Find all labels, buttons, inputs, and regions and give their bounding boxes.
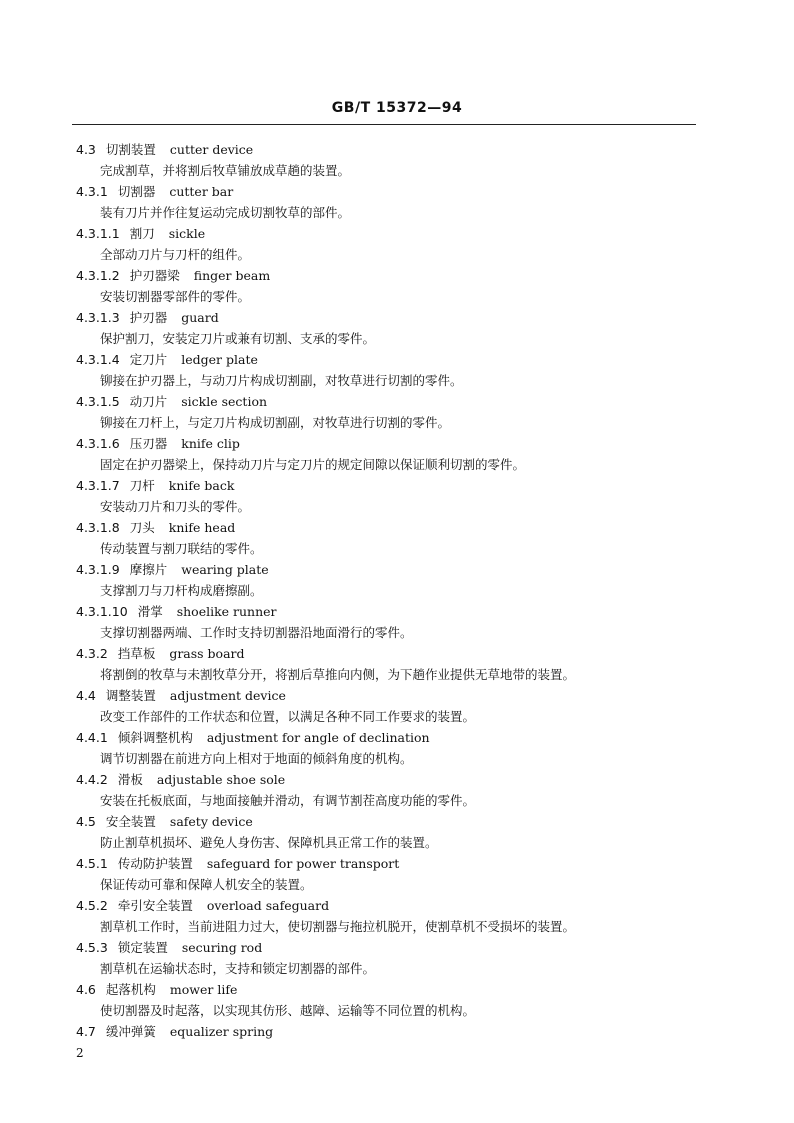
term-heading [76, 181, 696, 202]
term-definition: 割草机工作时，当前进阻力过大，使切割器与拖拉机脱开，使割草机不受损坏的装置。 [100, 919, 576, 934]
term-number: 4.6 [76, 982, 96, 997]
term-chinese: 切割装置 [105, 142, 156, 157]
term-heading [76, 559, 696, 580]
term-definition: 支撑割刀与刀杆构成磨擦副。 [100, 583, 263, 598]
term-english: wearing plate [181, 562, 269, 577]
term-heading [76, 349, 696, 370]
header-rule [72, 124, 696, 125]
term-heading [76, 937, 696, 958]
term-number: 4.7 [76, 1024, 96, 1039]
term-english: equalizer spring [169, 1024, 274, 1039]
term-chinese: 定刀片 [129, 352, 168, 367]
term-heading [76, 853, 696, 874]
term-english: safeguard for power transport [206, 856, 400, 871]
term-heading [76, 223, 696, 244]
term-number: 4.3.1.8 [76, 520, 120, 535]
term-english: ledger plate [181, 352, 258, 367]
term-chinese: 传动防护装置 [117, 856, 193, 871]
term-english: securing rod [181, 940, 263, 955]
term-heading [76, 1021, 696, 1042]
term-definition: 调节切割器在前进方向上相对于地面的倾斜角度的机构。 [100, 751, 413, 766]
term-english: adjustment for angle of declination [206, 730, 430, 745]
term-chinese: 缓冲弹簧 [105, 1024, 156, 1039]
term-english: sickle section [181, 394, 268, 409]
term-number: 4.3.1.5 [76, 394, 120, 409]
term-heading [76, 601, 696, 622]
term-definition: 安装动刀片和刀头的零件。 [100, 499, 251, 514]
term-english: grass board [169, 646, 245, 661]
term-heading [76, 433, 696, 454]
term-definition: 保护割刀，安装定刀片或兼有切割、支承的零件。 [100, 331, 376, 346]
term-definition: 铆接在护刃器上，与动刀片构成切割副，对牧草进行切割的零件。 [100, 373, 463, 388]
page-number: 2 [76, 1046, 84, 1060]
term-number: 4.4.1 [76, 730, 108, 745]
term-heading [76, 139, 696, 160]
term-heading [76, 475, 696, 496]
term-number: 4.3.1.7 [76, 478, 120, 493]
term-heading [76, 769, 696, 790]
term-chinese: 动刀片 [129, 394, 168, 409]
term-number: 4.3.1.1 [76, 226, 120, 241]
term-definition: 固定在护刃器梁上，保持动刀片与定刀片的规定间隙以保证顺利切割的零件。 [100, 457, 526, 472]
term-chinese: 牵引安全装置 [117, 898, 193, 913]
term-english: adjustable shoe sole [156, 772, 286, 787]
term-number: 4.3.2 [76, 646, 108, 661]
term-heading [76, 811, 696, 832]
term-english: guard [181, 310, 219, 325]
term-definition: 传动装置与割刀联结的零件。 [100, 541, 263, 556]
term-english: finger beam [193, 268, 271, 283]
term-english: overload safeguard [206, 898, 330, 913]
term-definition: 装有刀片并作往复运动完成切割牧草的部件。 [100, 205, 351, 220]
term-number: 4.3.1.4 [76, 352, 120, 367]
term-english: knife head [168, 520, 236, 535]
term-definition: 将割倒的牧草与未割牧草分开，将割后草推向内侧，为下趟作业提供无草地带的装置。 [100, 667, 576, 682]
standard-code-header: GB/T 15372—94 [331, 100, 463, 116]
term-list [76, 139, 696, 1042]
term-number: 4.5.2 [76, 898, 108, 913]
term-number: 4.3.1.9 [76, 562, 120, 577]
term-chinese: 安全装置 [105, 814, 156, 829]
term-number: 4.5.1 [76, 856, 108, 871]
term-definition: 使切割器及时起落，以实现其仿形、越障、运输等不同位置的机构。 [100, 1003, 476, 1018]
term-number: 4.4 [76, 688, 96, 703]
term-heading [76, 265, 696, 286]
term-chinese: 调整装置 [105, 688, 156, 703]
term-number: 4.3.1.3 [76, 310, 120, 325]
term-definition: 防止割草机损坏、避免人身伤害、保障机具正常工作的装置。 [100, 835, 438, 850]
term-number: 4.3 [76, 142, 96, 157]
term-number: 4.5 [76, 814, 96, 829]
term-english: cutter device [169, 142, 254, 157]
term-english: knife clip [181, 436, 240, 451]
term-number: 4.5.3 [76, 940, 108, 955]
term-number: 4.3.1.6 [76, 436, 120, 451]
term-chinese: 起落机构 [105, 982, 156, 997]
term-heading [76, 391, 696, 412]
term-heading [76, 895, 696, 916]
term-heading [76, 517, 696, 538]
term-chinese: 护刃器 [129, 310, 168, 325]
term-definition: 保证传动可靠和保障人机安全的装置。 [100, 877, 313, 892]
term-english: adjustment device [169, 688, 286, 703]
term-chinese: 挡草板 [117, 646, 156, 661]
term-number: 4.3.1.10 [76, 604, 128, 619]
term-chinese: 倾斜调整机构 [117, 730, 193, 745]
term-definition: 完成割草，并将割后牧草铺放成草趟的装置。 [100, 163, 351, 178]
term-number: 4.4.2 [76, 772, 108, 787]
term-heading [76, 979, 696, 1000]
term-definition: 割草机在运输状态时，支持和锁定切割器的部件。 [100, 961, 376, 976]
term-definition: 安装在托板底面，与地面接触并滑动，有调节割茬高度功能的零件。 [100, 793, 476, 808]
term-definition: 支撑切割器两端、工作时支持切割器沿地面滑行的零件。 [100, 625, 413, 640]
term-chinese: 滑掌 [137, 604, 163, 619]
term-chinese: 刀杆 [129, 478, 155, 493]
term-english: sickle [168, 226, 206, 241]
term-chinese: 压刃器 [129, 436, 168, 451]
term-english: knife back [168, 478, 235, 493]
term-definition: 安装切割器零部件的零件。 [100, 289, 251, 304]
term-english: safety device [169, 814, 253, 829]
term-chinese: 切割器 [117, 184, 156, 199]
term-english: shoelike runner [176, 604, 277, 619]
term-chinese: 摩擦片 [129, 562, 168, 577]
term-number: 4.3.1 [76, 184, 108, 199]
term-chinese: 割刀 [129, 226, 155, 241]
term-definition: 改变工作部件的工作状态和位置，以满足各种不同工作要求的装置。 [100, 709, 476, 724]
term-chinese: 锁定装置 [117, 940, 168, 955]
term-english: cutter bar [169, 184, 234, 199]
term-chinese: 滑板 [117, 772, 143, 787]
term-heading [76, 727, 696, 748]
term-number: 4.3.1.2 [76, 268, 120, 283]
term-definition: 全部动刀片与刀杆的组件。 [100, 247, 251, 262]
term-english: mower life [169, 982, 238, 997]
term-definition: 铆接在刀杆上，与定刀片构成切割副，对牧草进行切割的零件。 [100, 415, 451, 430]
term-heading [76, 643, 696, 664]
term-chinese: 刀头 [129, 520, 155, 535]
term-chinese: 护刃器梁 [129, 268, 180, 283]
term-heading [76, 685, 696, 706]
term-heading [76, 307, 696, 328]
